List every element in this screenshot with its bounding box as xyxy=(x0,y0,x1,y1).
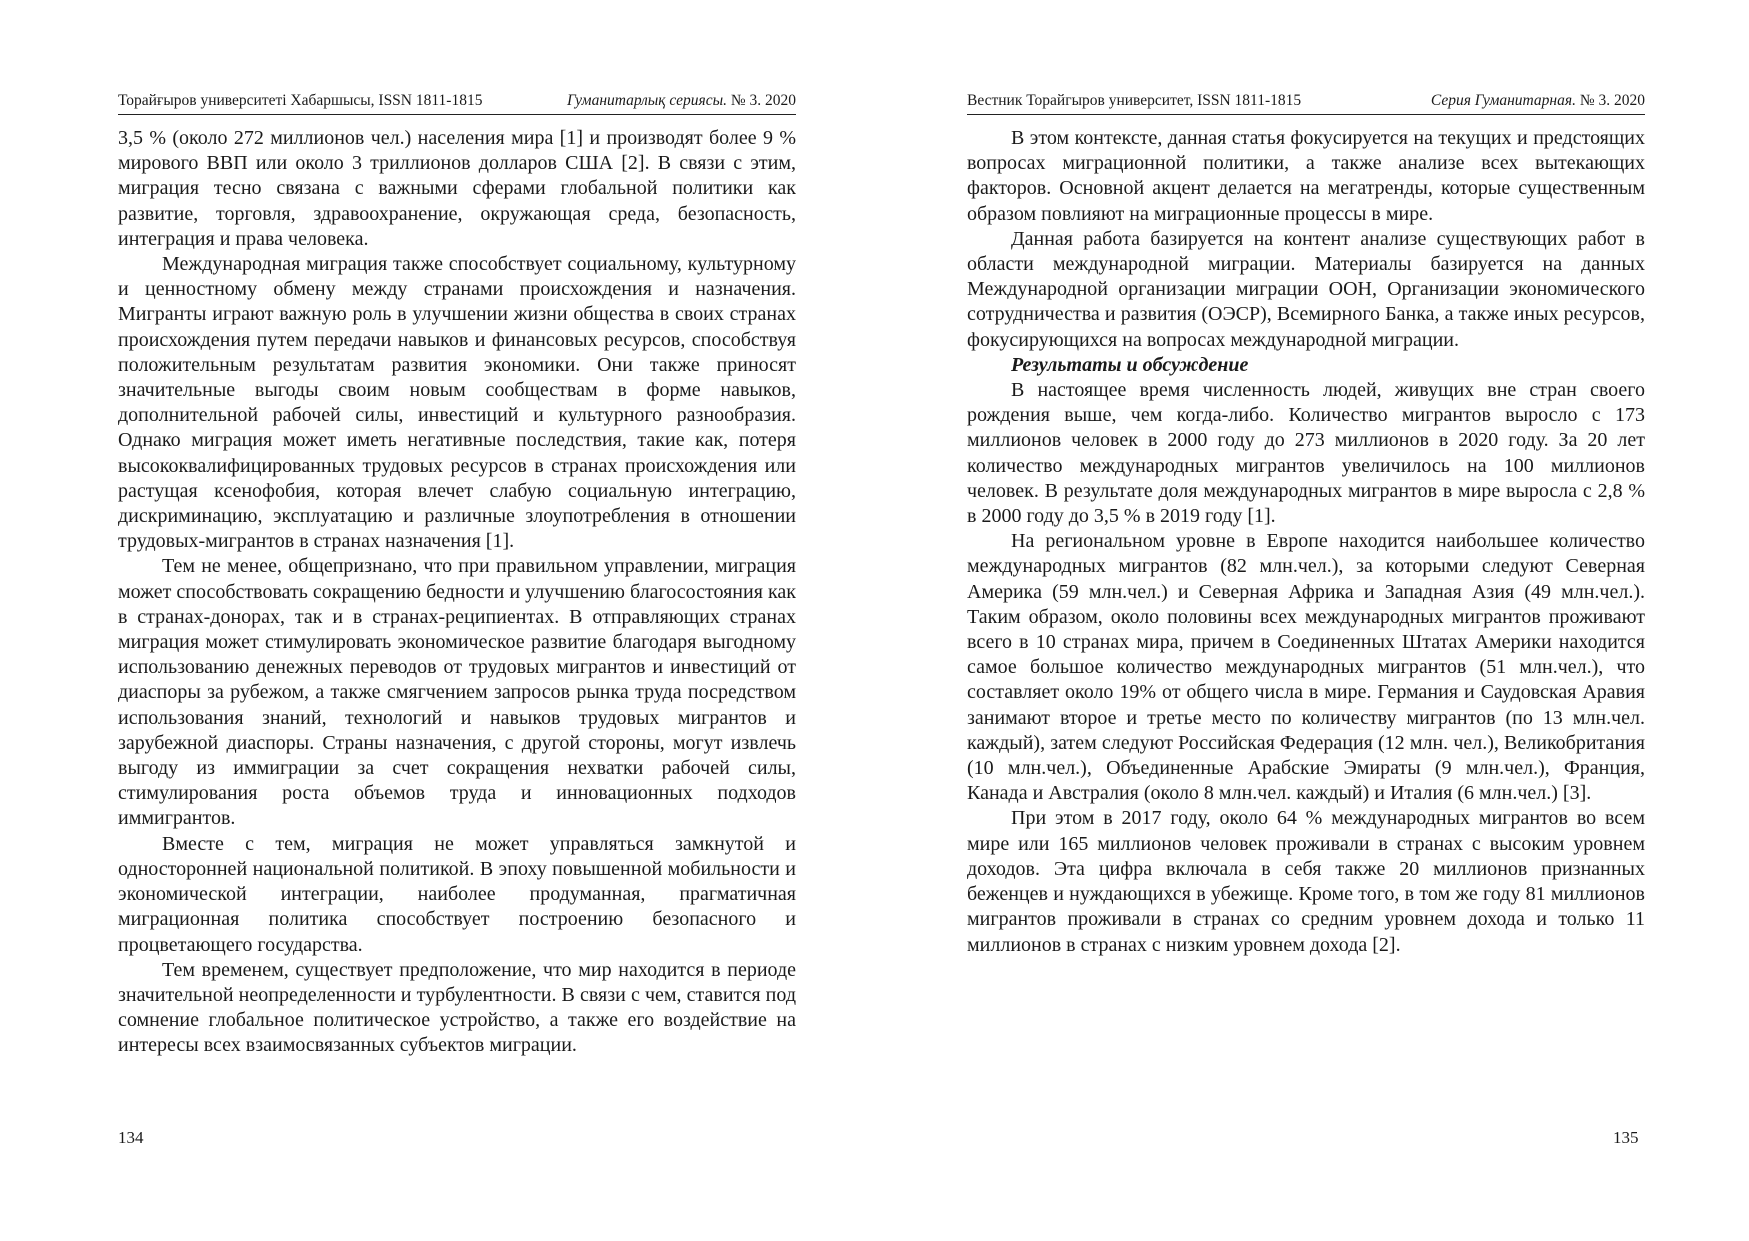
running-header xyxy=(118,92,796,115)
paragraph: Данная работа базируется на контент анализе существующих работ в области международной миграции. Материалы базируется на данных Международной организации миграции ООН, Организации экономического сотрудничества и развития (ОЭСР), Всемирного Банка, а также иных ресурсов, фокусирующихся на вопросах международной миграции. xyxy=(967,227,1645,351)
paragraph: В настоящее время численность людей, живущих вне стран своего рождения выше, чем когда-либо. Количество мигрантов выросло с 173 миллионов человек в 2000 году до 273 миллионов в 2020 году. За 20 лет количество международных мигрантов увеличилось на 100 миллионов человек. В результате доля международных мигрантов в мире выросла с 2,8 % в 2000 году до 3,5 % в 2019 году [1]. xyxy=(967,379,1645,528)
paragraph: Тем временем, существует предположение, что мир находится в периоде значительной неопределенности и турбулентности. В связи с чем, ставится под сомнение глобальное политическое устройство, а также его воздействие на интересы всех взаимосвязанных субъектов миграции. xyxy=(118,958,796,1057)
paragraph: На региональном уровне в Европе находится наибольшее количество международных мигрантов (82 млн.чел.), за которыми следуют Северная Америка (59 млн.чел.) и Северная Африка и Западная Азия (49 млн.чел.). Таким образом, около половины всех международных мигрантов проживают всего в 10 странах мира, причем в Соединенных Штатах Америки находится самое большое количество международных мигрантов (51 млн.чел.), что составляет около 19% от общего числа в мире. Германия и Саудовская Аравия занимают второе и третье место по количеству мигрантов (по 13 млн.чел. каждый), затем следуют Российская Федерация (12 млн. чел.), Великобритания (10 млн.чел.), Объединенные Арабские Эмираты (9 млн.чел.), Франция, Канада и Австралия (около 8 млн.чел. каждый) и Италия (6 млн.чел.) [3]. xyxy=(967,530,1645,805)
left-page xyxy=(0,0,874,1241)
header-journal: Вестник Торайгыров университет, ISSN 1811-1815 xyxy=(967,92,1302,109)
header-issue: № 3. 2020 xyxy=(730,92,796,109)
header-series: Серия Гуманитарная. xyxy=(1430,92,1576,109)
page-body xyxy=(967,126,1645,958)
header-journal: Торайғыров университетi Хабаршысы, ISSN 1811-1815 xyxy=(118,92,483,109)
paragraph: Тем не менее, общепризнано, что при правильном управлении, миграция может способствовать сокращению бедности и улучшению благосостояния как в странах-донорах, так и в странах-реципиентах. В отправляющих странах миграция может стимулировать экономическое развитие благодаря выгодному использованию денежных переводов от трудовых мигрантов и инвестиций от диаспоры за рубежом, а также смягчением запросов рынка труда посредством использования знаний, технологий и навыков трудовых мигрантов и зарубежной диаспоры. Страны назначения, с другой стороны, могут извлечь выгоду из иммиграции за счет сокращения нехватки рабочей силы, стимулирования роста объемов труда и инновационных подходов иммигрантов. xyxy=(118,555,796,830)
paragraph: 3,5 % (около 272 миллионов чел.) населения мира [1] и производят более 9 % мирового ВВП или около 3 триллионов долларов США [2]. В связи с этим, миграция тесно связана с важными сферами глобальной политики как развитие, торговля, здравоохранение, окружающая среда, безопасность, интеграция и права человека. xyxy=(118,127,796,250)
paragraph: В этом контексте, данная статья фокусируется на текущих и предстоящих вопросах миграционной политики, а также анализе всех вытекающих факторов. Основной акцент делается на мегатренды, которые существенным образом повлияют на миграционные процессы в мире. xyxy=(967,127,1645,225)
header-series: Гуманитарлық сериясы. xyxy=(567,92,727,109)
section-heading: Результаты и обсуждение xyxy=(1011,353,1249,376)
page-number: 134 xyxy=(118,1128,144,1147)
header-issue: № 3. 2020 xyxy=(1579,92,1645,109)
page-body xyxy=(118,126,796,1059)
right-page xyxy=(875,0,1749,1241)
paragraph: Международная миграция также способствует социальному, культурному и ценностному обмену между странами происхождения и назначения. Мигранты играют важную роль в улучшении жизни общества в своих странах происхождения путем передачи навыков и финансовых ресурсов, способствуя положительным результатам развития экономики. Они также приносят значительные выгоды своим новым сообществам в форме навыков, дополнительной рабочей силы, инвестиций и культурного разнообразия. Однако миграция может иметь негативные последствия, такие как, потеря высококвалифицированных трудовых ресурсов в странах происхождения или растущая ксенофобия, которая влечет слабую социальную интеграцию, дискриминацию, эксплуатацию и различные злоупотребления в отношении трудовых-мигрантов в странах назначения [1]. xyxy=(118,253,796,553)
running-header xyxy=(967,92,1645,115)
header-series-issue xyxy=(567,92,796,110)
page-number: 135 xyxy=(1613,1128,1639,1147)
paragraph: Вместе с тем, миграция не может управляться замкнутой и односторонней национальной политикой. В эпоху повышенной мобильности и экономической интеграции, наиболее продуманная, прагматичная миграционная политика способствует построению безопасного и процветающего государства. xyxy=(118,832,796,956)
paragraph: При этом в 2017 году, около 64 % международных мигрантов во всем мире или 165 миллионов человек проживали в странах с высоким уровнем доходов. Эта цифра включала в себя также 20 миллионов признанных беженцев и нуждающихся в убежище. Кроме того, в том же году 81 миллионов мигрантов проживали в странах со средним уровнем дохода и только 11 миллионов в странах с низким уровнем дохода [2]. xyxy=(967,807,1645,956)
header-series-issue xyxy=(1431,92,1645,110)
